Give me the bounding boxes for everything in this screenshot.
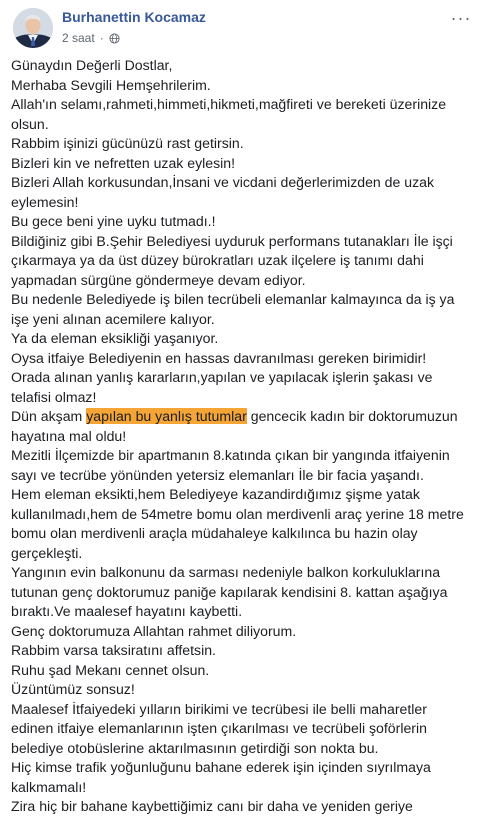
post-line: Genç doktorumuza Allahtan rahmet diliyorum.: [11, 622, 297, 639]
line-text: Dün akşam: [11, 408, 87, 424]
post-line: bıraktı.Ve maalesef hayatını kaybetti.: [11, 603, 243, 619]
globe-icon[interactable]: [109, 33, 120, 44]
line-text: gencecik kadın bir doktorumuzun: [246, 408, 458, 424]
post-line: Rabbim varsa taksiratını affetsin.: [11, 642, 216, 658]
post-line: Bizleri kin ve nefretten uzak eylesin!: [11, 154, 236, 171]
post-line: eylemesin!: [11, 193, 79, 210]
post-line: telafisi olmaz!: [11, 388, 97, 405]
post-body: [11, 56, 477, 817]
post-line: Bildiğiniz gibi B.Şehir Belediyesi uyduruk performans tutanakları İle işçi: [11, 232, 453, 249]
avatar[interactable]: [13, 8, 53, 48]
post-line: Oysa itfaiye Belediyenin en hassas davranılması gereken birimidir!: [11, 349, 427, 366]
post-line: Mezitli İlçemizde bir apartmanın 8.katında çıkan bir yangında itfaiyenin: [11, 447, 450, 463]
highlighted-phrase: yapılan bu yanlış tutumlar: [86, 408, 247, 424]
post-line: kalkmamalı!: [11, 778, 87, 795]
post-line: işe yeni alınan acemilere kalıyor.: [11, 310, 215, 327]
more-horizontal-icon[interactable]: ···: [450, 7, 472, 28]
post-line: Allah'ın selamı,rahmeti,himmeti,hikmeti,mağfireti ve bereketi üzerinize: [11, 96, 447, 112]
post-line: Bizleri Allah korkusundan,İnsani ve vicdani değerlerimizden de uzak: [11, 174, 435, 190]
post-time[interactable]: 2 saat: [62, 31, 95, 45]
post-line: belediye otobüslerine aktarılmasının getirdiği son nokta bu.: [11, 739, 379, 756]
author-name[interactable]: Burhanettin Kocamaz: [62, 9, 206, 25]
post-line: sayı ve tecrübe yönünden yetersiz elemanları İle bir facia yaşandı.: [11, 466, 424, 483]
post-line: kullanılmadı,hem de 54metre bomu olan merdivenli araç yerine 18 metre: [11, 505, 464, 522]
post-line: Bu gece beni yine uyku tutmadı.!: [11, 213, 216, 229]
post-line: olsun.: [11, 115, 49, 132]
post-line: hayatına mal oldu!: [11, 427, 127, 444]
post-line: edinen itfaiye elemanlarının işten çıkarılması ve tecrübeli şoförlerin: [11, 720, 427, 736]
post-line: tutunan genç doktorumuz paniğe kapılarak kendisini 8. kattan aşağıya: [11, 583, 448, 600]
profile-photo: [13, 8, 53, 48]
post-line: Üzüntümüz sonsuz!: [11, 681, 135, 697]
post-line: Bu nedenle Belediyede iş bilen tecrübeli elemanlar kalmayınca da iş ya: [11, 291, 455, 307]
post-line: Hiç kimse trafik yoğunluğunu bahane ederek işin içinden sıyrılmaya: [11, 759, 431, 775]
post-line: Ya da eleman eksikliği yaşanıyor.: [11, 330, 219, 346]
post-line: Rabbim işinizi gücünüzü rast getirsin.: [11, 135, 244, 151]
post-header: [0, 0, 483, 52]
post-line: Orada alınan yanlış kararların,yapılan ve yapılacak işlerin şakası ve: [11, 369, 433, 385]
meta-separator: ·: [99, 31, 104, 45]
post-line: Ruhu şad Mekanı cennet olsun.: [11, 661, 210, 678]
post-line: Merhaba Sevgili Hemşehrilerim.: [11, 76, 211, 93]
post-line: gerçekleşti.: [11, 544, 83, 561]
post-line: yapmadan sürgüne göndermeye devam ediyor.: [11, 271, 306, 288]
post-line: bomu olan merdivenli araçla müdahaleye kalkılınca bu hazin olay: [11, 525, 418, 541]
post-line-highlighted: [11, 407, 477, 427]
post-meta: [62, 31, 120, 45]
post-line: Hem eleman eksikti,hem Belediyeye kazandirdığımız şişme yatak: [11, 486, 420, 502]
post-line: çıkarmaya ya da üst düzey bürokratları uzak ilçelere iş tanımı dahi: [11, 252, 424, 268]
post-line: Günaydın Değerli Dostlar,: [11, 57, 173, 73]
post-line: Maalesef İtfaiyedeki yılların birikimi ve tecrübesi ile belli maharetler: [11, 700, 427, 717]
post-line: Yangının evin balkonunu da sarması nedeniyle balkon korkuluklarına: [11, 564, 441, 580]
post-line: Zira hiç bir bahane kaybettiğimiz canı bir daha ve yeniden geriye: [11, 798, 413, 814]
